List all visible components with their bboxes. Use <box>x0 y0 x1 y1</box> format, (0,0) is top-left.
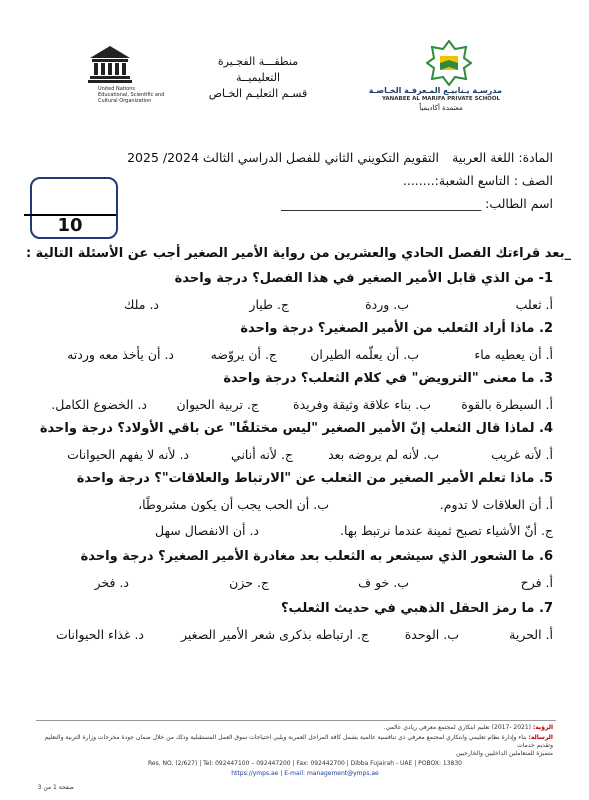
school-logo <box>426 40 472 86</box>
unesco-logo <box>88 44 132 84</box>
mission-text-2: متميزة للمتعاملين الداخليين والخارجيين <box>456 750 553 757</box>
question-3: 3. ما معنى "الترويض" في كلام الثعلب؟ درجة واحدة <box>223 371 553 386</box>
option-6c[interactable]: ج. حزن <box>229 575 269 590</box>
option-4a[interactable]: أ. لأنه غريب <box>491 447 553 462</box>
option-4c[interactable]: ج. لأنه أناني <box>231 447 293 462</box>
option-1b[interactable]: ب. وردة <box>365 297 409 312</box>
option-7c[interactable]: ج. ارتباطه بذكرى شعر الأمير الصغير <box>181 627 369 642</box>
web-email-link[interactable]: https://ymps.ae | E-mail: management@ymps.ae <box>231 770 379 777</box>
student-name-field[interactable]: اسم الطالب: ________________________________ <box>281 196 553 211</box>
unesco-caption-line: Cultural Organization <box>98 98 152 104</box>
class-field[interactable]: الصف : التاسع الشعبة:........ <box>402 173 553 188</box>
option-2c[interactable]: ج. أن يروّضه <box>210 347 277 362</box>
option-5b[interactable]: ب. أن الحب يجب أن يكون مشروطًا، <box>138 497 329 512</box>
page-number: صفحة 1 من 3 <box>37 784 74 791</box>
option-1c[interactable]: ج. طيار <box>249 297 289 312</box>
footer-vision <box>33 724 553 732</box>
option-2a[interactable]: أ. أن يعطيه ماء <box>474 347 553 362</box>
contact-line: Res. NO. (2/627) | Tel: 092447100 – 092447200 | Fax: 092442700 | Dibba Fujairah - UAE | POBOX: 13830 <box>148 760 462 767</box>
mission-label: الرسالة: <box>528 734 553 741</box>
grade-value: 10 <box>57 215 83 236</box>
option-3b[interactable]: ب. بناء علاقة وثيقة وفريدة <box>293 397 431 412</box>
question-1: 1- من الذي قابل الأمير الصغير في هذا الفصل؟ درجة واحدة <box>174 271 553 286</box>
vision-label: الرؤية: <box>532 724 553 731</box>
question-7: 7. ما رمز الحقل الذهبي في حديث الثعلب؟ <box>281 601 553 616</box>
option-6d[interactable]: د. فخر <box>94 575 129 590</box>
subject-label: المادة: اللغة العربية <box>452 150 553 165</box>
option-5d[interactable]: د. أن الانفصال سهل <box>155 523 259 538</box>
school-name-en: YANABEE AL MARIFA PRIVATE SCHOOL <box>381 96 501 102</box>
option-3a[interactable]: أ. السيطرة بالقوة <box>461 397 553 412</box>
unesco-caption-line: Educational, Scientific and <box>98 92 165 98</box>
instructions: _بعد قراءتك الفصل الحادي والعشرين من رواية الأمير الصغير أجب عن الأسئلة التالية : <box>25 246 571 261</box>
mission-text: بناء وإدارة نظام تعليمي وابتكاري لمجتمع معرفي ذي تنافسية عالمية يشمل كافة المراحل العمرية ويلبي احتياجات سوق العمل المستقبلية وذلك من خلال ضمان جودة مخرجات وزارة التربية والتعليم وتقديم خدمات <box>44 734 553 749</box>
unesco-caption <box>98 86 168 104</box>
region-heading <box>200 54 316 102</box>
option-7b[interactable]: ب. الوحدة <box>404 627 459 642</box>
accredited-label: معتمدة أكاديمياً <box>419 104 463 112</box>
option-4d[interactable]: د. لأنه لا يفهم الحيوانات <box>67 447 189 462</box>
question-2: 2. ماذا أراد الثعلب من الأمير الصغير؟ درجة واحدة <box>240 321 553 336</box>
vision-text: (2021 -2017) تعليم ابتكاري لمجتمع معرفي ريادي عالمي. <box>383 724 532 731</box>
footer-divider <box>36 720 556 721</box>
option-5a[interactable]: أ. أن العلاقات لا تدوم. <box>439 497 553 512</box>
option-6b[interactable]: ب. خو ف <box>358 575 409 590</box>
option-7a[interactable]: أ. الحرية <box>509 627 553 642</box>
option-5c[interactable]: ج. أنّ الأشياء تصبح ثمينة عندما نرتبط بها. <box>340 523 553 538</box>
option-2b[interactable]: ب. أن يعلّمه الطيران <box>310 347 419 362</box>
option-3c[interactable]: ج. تربية الحيوان <box>176 397 259 412</box>
footer-mission <box>33 734 553 750</box>
option-1a[interactable]: أ. ثعلب <box>515 297 553 312</box>
region-line-2: قسـم التعليـم الخـاص <box>208 87 308 100</box>
question-4: 4. لماذا قال الثعلب إنّ الأمير الصغير "ليس مختلفًا" عن باقي الأولاد؟ درجة واحدة <box>39 421 553 436</box>
option-1d[interactable]: د. ملك <box>124 297 159 312</box>
exam-title: التقويم التكويني الثاني للفصل الدراسي الثالث 2024/ 2025 <box>127 150 439 165</box>
question-5: 5. ماذا تعلم الأمير الصغير من الثعلب عن "الارتباط والعلاقات"؟ درجة واحدة <box>76 471 553 486</box>
school-name: مدرسـة يـنابيـع المـعرفـة الخـاصـة <box>368 86 502 95</box>
region-line-1: منطقـــة الفجـيرة التعليميــة <box>217 55 299 84</box>
option-4b[interactable]: ب. لأنه لم يروضه بعد <box>328 447 439 462</box>
question-6: 6. ما الشعور الذي سيشعر به الثعلب بعد مغادرة الأمير الصغير؟ درجة واحدة <box>80 549 553 564</box>
option-2d[interactable]: د. أن يأخذ معه وردته <box>67 347 174 362</box>
option-7d[interactable]: د. غذاء الحيوانات <box>55 627 144 642</box>
unesco-caption-line: United Nations <box>98 86 136 92</box>
option-6a[interactable]: أ. فرح <box>520 575 553 590</box>
option-3d[interactable]: د. الخضوع الكامل. <box>51 397 147 412</box>
